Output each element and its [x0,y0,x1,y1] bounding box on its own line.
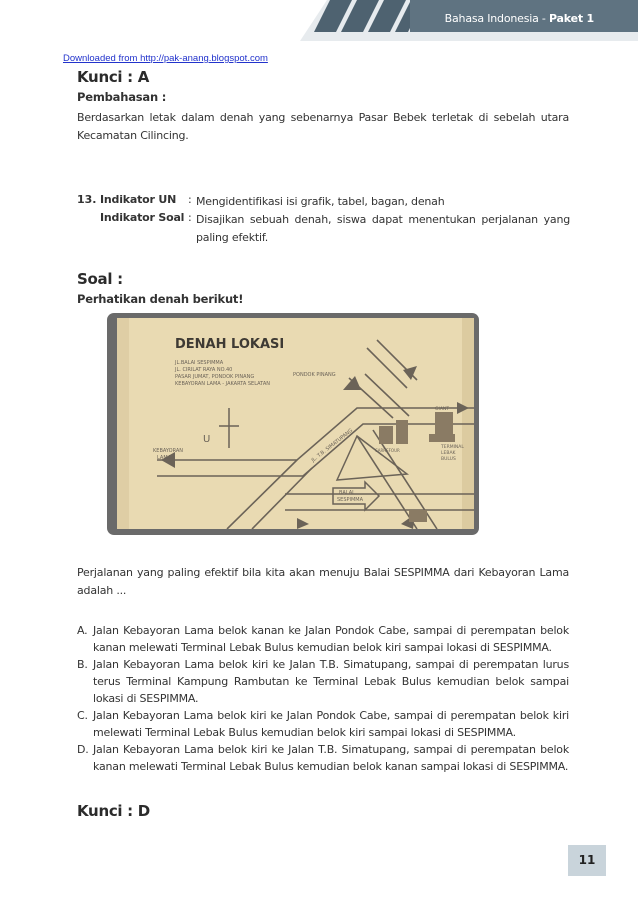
option-d-text: Jalan Kebayoran Lama belok kiri ke Jalan T.B. Simatupang, sampai di perempatan belok kanan melewati Terminal Lebak Bulus kemudian belok kanan sampai lokasi di SESPIMMA. [93,743,569,773]
soal-title: Soal : [77,270,123,288]
option-a-letter: A. [77,624,88,637]
option-c[interactable] [77,707,569,741]
map-label-kebayoran: KEBAYORAN [153,448,184,454]
option-d-letter: D. [77,743,89,756]
indikator-soal-label: Indikator Soal [100,211,185,224]
option-d[interactable] [77,741,569,775]
map-label-carrefour: CARREFOUR [375,448,400,453]
soal-instruction: Perhatikan denah berikut! [77,292,244,306]
map-label-pondok-pinang: PONDOK PINANG [293,372,336,378]
map-label-lebak: LEBAK [441,451,456,456]
download-link[interactable]: Downloaded from http://pak-anang.blogspot.com [63,53,268,64]
location-map [117,318,474,529]
question-number: 13. [77,193,97,206]
map-label-road: JL. T.B. SIMATUPANG [310,427,355,464]
indikator-soal-value: Disajikan sebuah denah, siswa dapat menentukan perjalanan yang paling efektif. [196,213,570,244]
option-b-letter: B. [77,658,88,671]
map-label-bulus: BULUS [441,457,456,462]
map-address-line-1: JL.BALAI SESPIMMA [175,360,224,366]
map-label-lama: LAMA [157,455,172,461]
map-address-line-4: KEBAYORAN LAMA - JAKARTA SELATAN [175,381,270,387]
option-c-text: Jalan Kebayoran Lama belok kiri ke Jalan Pondok Cabe, sampai di perempatan belok kiri melewati Terminal Lebak Bulus kemudian belok kiri sampai lokasi di SESPIMMA. [93,709,569,739]
option-c-letter: C. [77,709,88,722]
page-number: 11 [578,853,596,867]
map-address-line-2: JL. CIRILAT RAYA NO.40 [175,367,233,373]
map-drawing [117,318,474,529]
answer-key: Kunci : D [77,802,150,820]
map-label-sespimma: SESPIMMA [337,497,364,503]
indikator-un-label: Indikator UN [100,193,177,206]
indikator-un-colon: : [188,193,192,206]
header-package: Paket 1 [548,12,594,25]
option-b[interactable] [77,656,569,707]
map-compass: U [203,434,211,445]
map-title: DENAH LOKASI [175,337,285,352]
map-address-line-3: PASAR JUMAT, PONDOK PINANG [175,374,255,380]
question-prompt: Perjalanan yang paling efektif bila kita akan menuju Balai SESPIMMA dari Kebayoran Lama adalah ... [77,566,569,597]
pembahasan-label: Pembahasan : [77,90,167,104]
map-label-terminal: TERMINAL [441,445,464,450]
option-b-text: Jalan Kebayoran Lama belok kiri ke Jalan T.B. Simatupang, sampai di perempatan lurus terus Terminal Kampung Rambutan ke Terminal Lebak Bulus kemudian belok sampai lokasi di SESPIMMA. [93,658,569,705]
header-subject: Bahasa Indonesia - [444,12,549,25]
indikator-un-value: Mengidentifikasi isi grafik, tabel, bagan, denah [196,195,445,208]
option-a-text: Jalan Kebayoran Lama belok kanan ke Jalan Pondok Cabe, sampai di perempatan belok kanan melewati Terminal Lebak Bulus kemudian belok kiri sampai lokasi di SESPIMMA. [93,624,569,654]
prev-answer-key: Kunci : A [77,68,150,86]
pembahasan-text: Berdasarkan letak dalam denah yang sebenarnya Pasar Bebek terletak di sebelah utara Kecamatan Cilincing. [77,111,569,142]
map-label-balai: BALAI [339,490,354,496]
header-title [445,12,594,25]
indikator-soal-colon: : [188,211,192,224]
map-label-giant: GIANT [435,407,450,412]
option-a[interactable] [77,622,569,656]
